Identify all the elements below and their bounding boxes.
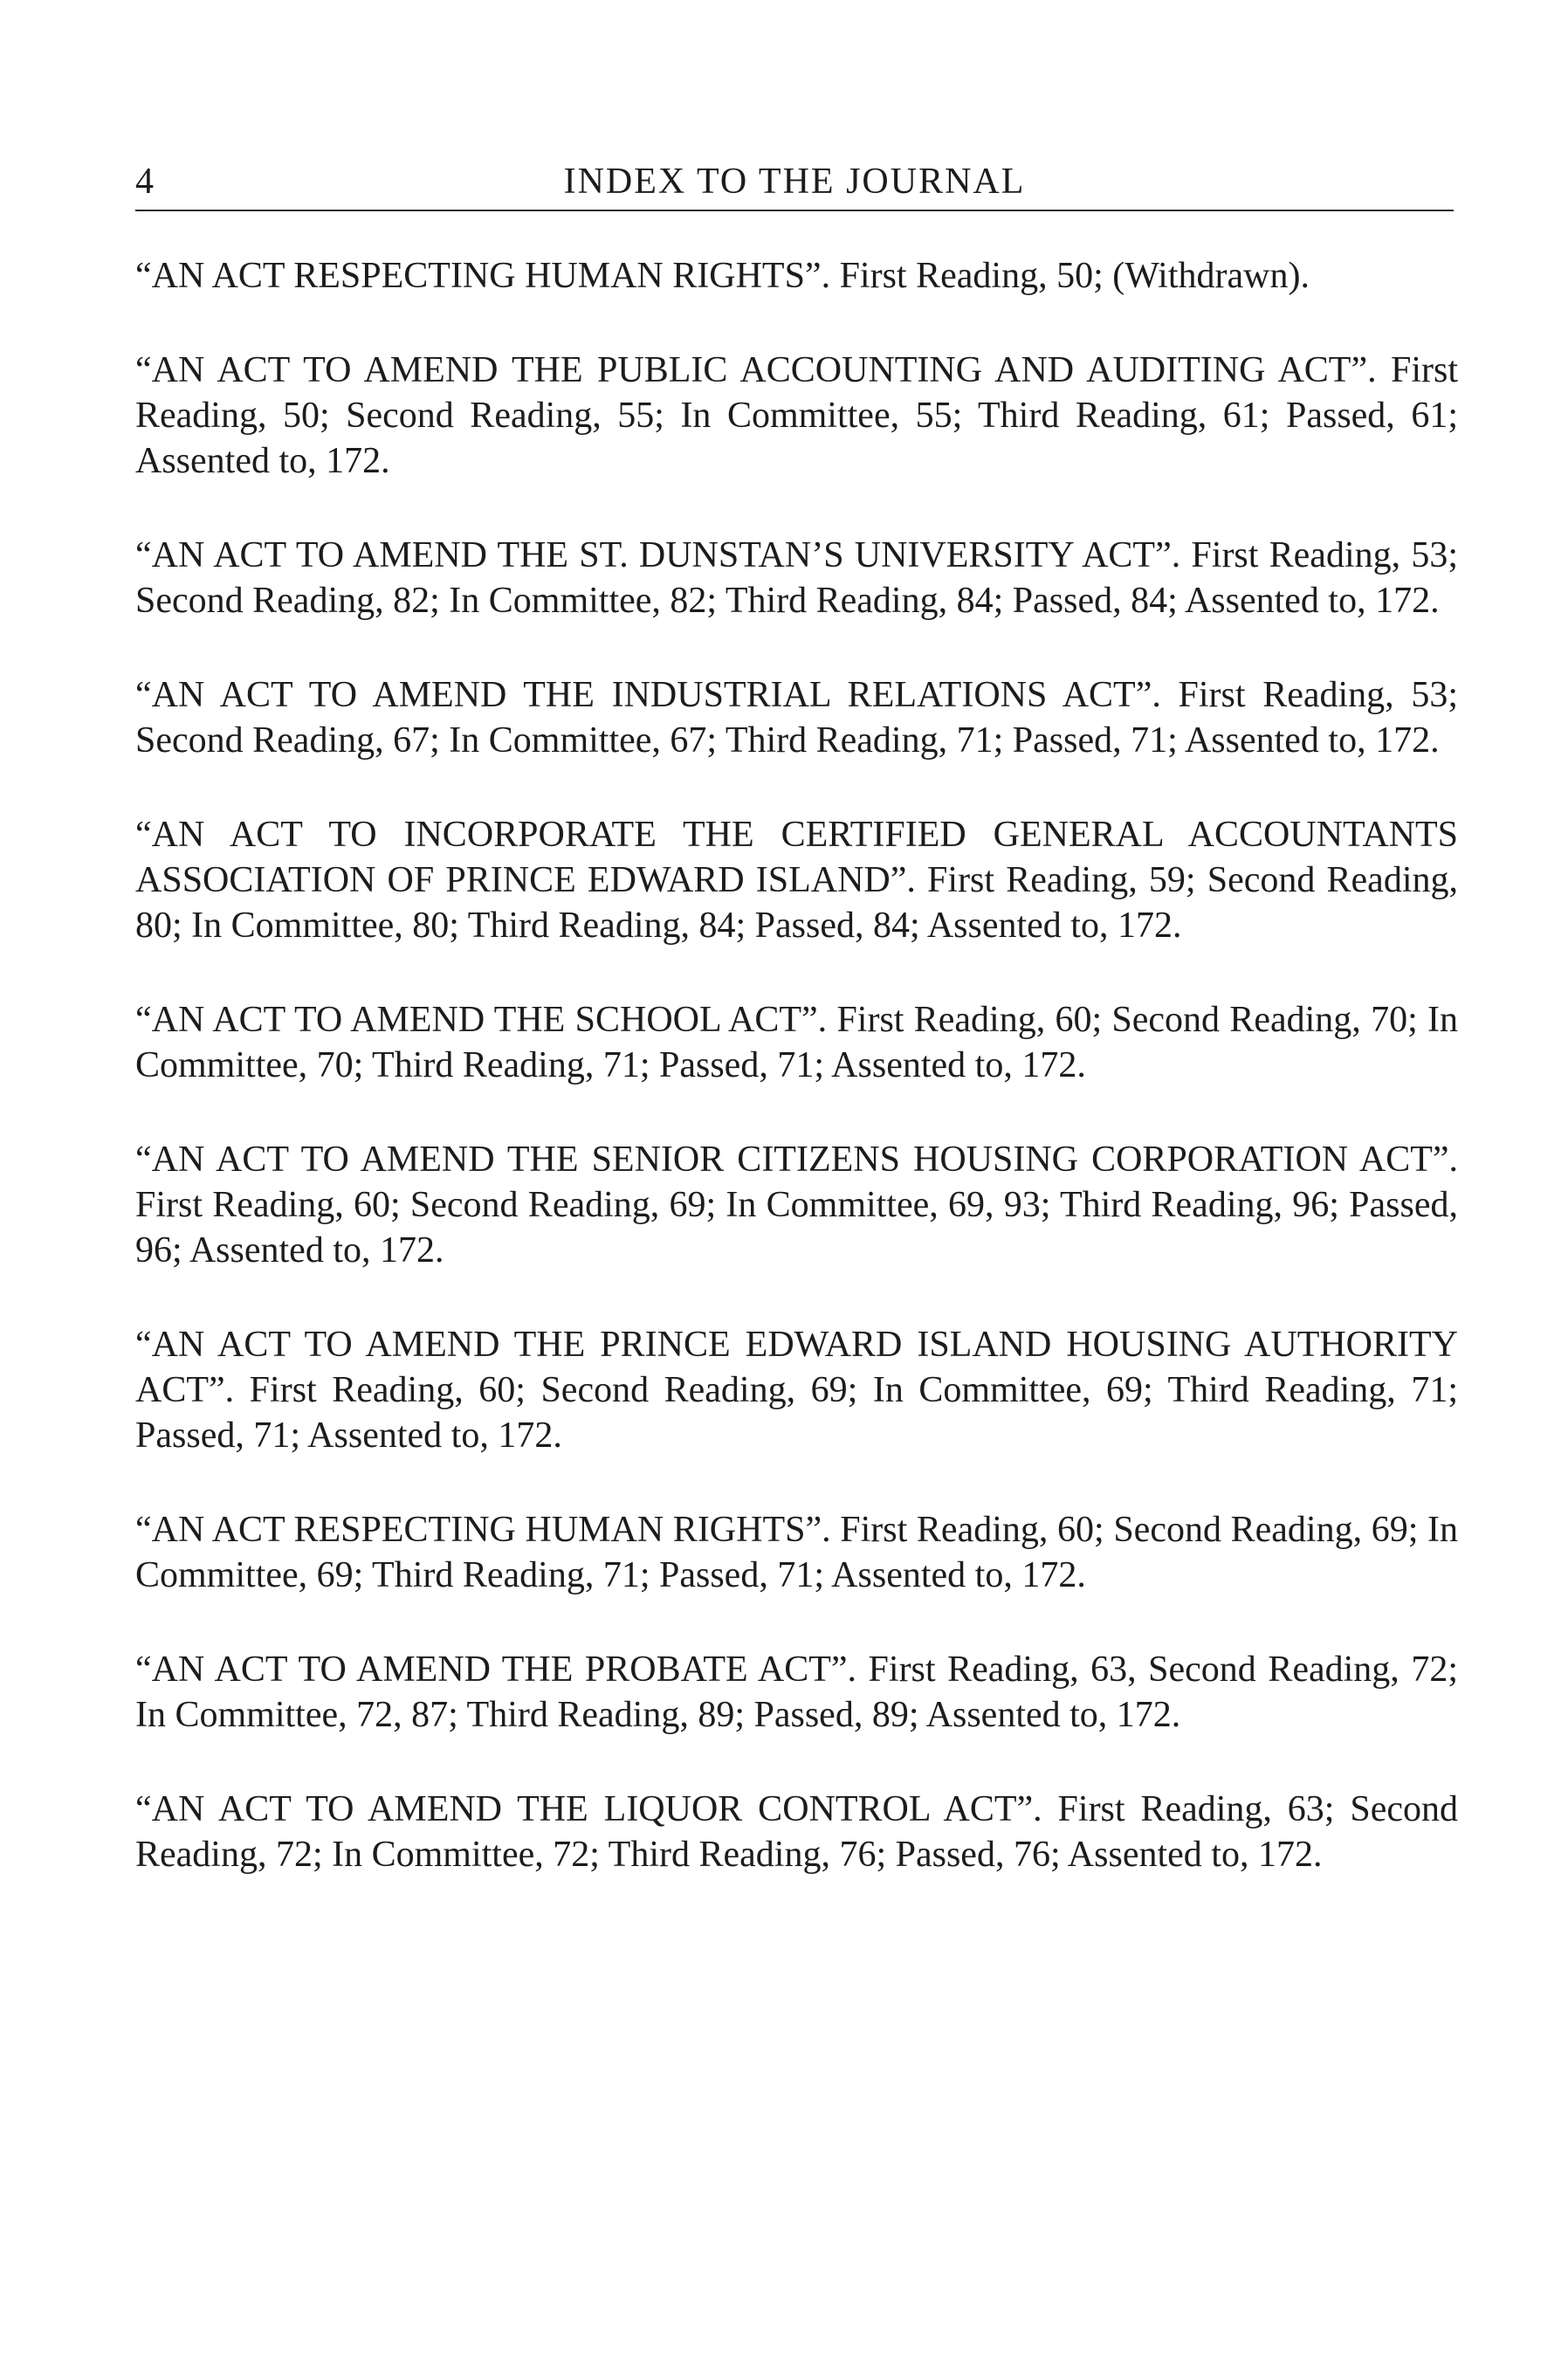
page-header [135, 157, 1454, 206]
index-entry: “AN ACT TO AMEND THE LIQUOR CONTROL ACT”. First Reading, 63; Second Reading, 72; In Committee, 72; Third Reading, 76; Passed, 76; Assented to, 172. [135, 1789, 1458, 1875]
running-title: INDEX TO THE JOURNAL [563, 162, 1026, 202]
index-entry: “AN ACT RESPECTING HUMAN RIGHTS”. First Reading, 60; Second Reading, 69; In Committee, 69; Third Reading, 71; Passed, 71; Assented to, 172. [135, 1510, 1458, 1595]
index-entry: “AN ACT TO AMEND THE SCHOOL ACT”. First Reading, 60; Second Reading, 70; In Committee, 70; Third Reading, 71; Passed, 71; Assented to, 172. [135, 1000, 1458, 1085]
index-entry: “AN ACT TO AMEND THE ST. DUNSTAN’S UNIVERSITY ACT”. First Reading, 53; Second Reading, 82; In Committee, 82; Third Reading, 84; Passed, 84; Assented to, 172. [135, 535, 1458, 621]
index-entry: “AN ACT TO INCORPORATE THE CERTIFIED GENERAL ACCOUNTANTS ASSOCIATION OF PRINCE EDWARD ISLAND”. First Reading, 59; Second Reading, 80; In Committee, 80; Third Reading, 84; Passed, 84; Assented to, 172. [135, 815, 1458, 946]
page-number: 4 [135, 162, 154, 202]
index-entry: “AN ACT TO AMEND THE PUBLIC ACCOUNTING AND AUDITING ACT”. First Reading, 50; Second Reading, 55; In Committee, 55; Third Reading, 61; Passed, 61; Assented to, 172. [135, 350, 1458, 481]
header-rule [135, 210, 1454, 211]
index-entry: “AN ACT TO AMEND THE SENIOR CITIZENS HOUSING CORPORATION ACT”. First Reading, 60; Second Reading, 69; In Committee, 69, 93; Third Reading, 96; Passed, 96; Assented to, 172. [135, 1140, 1458, 1271]
index-entry: “AN ACT TO AMEND THE INDUSTRIAL RELATIONS ACT”. First Reading, 53; Second Reading, 67; In Committee, 67; Third Reading, 71; Passed, 71; Assented to, 172. [135, 675, 1458, 761]
index-entries [135, 253, 1458, 1926]
index-entry: “AN ACT TO AMEND THE PROBATE ACT”. First Reading, 63, Second Reading, 72; In Committee, 72, 87; Third Reading, 89; Passed, 89; Assented to, 172. [135, 1649, 1458, 1735]
index-entry: “AN ACT RESPECTING HUMAN RIGHTS”. First Reading, 50; (Withdrawn). [135, 256, 1310, 296]
index-entry: “AN ACT TO AMEND THE PRINCE EDWARD ISLAND HOUSING AUTHORITY ACT”. First Reading, 60; Second Reading, 69; In Committee, 69; Third Reading, 71; Passed, 71; Assented to, 172. [135, 1325, 1458, 1456]
